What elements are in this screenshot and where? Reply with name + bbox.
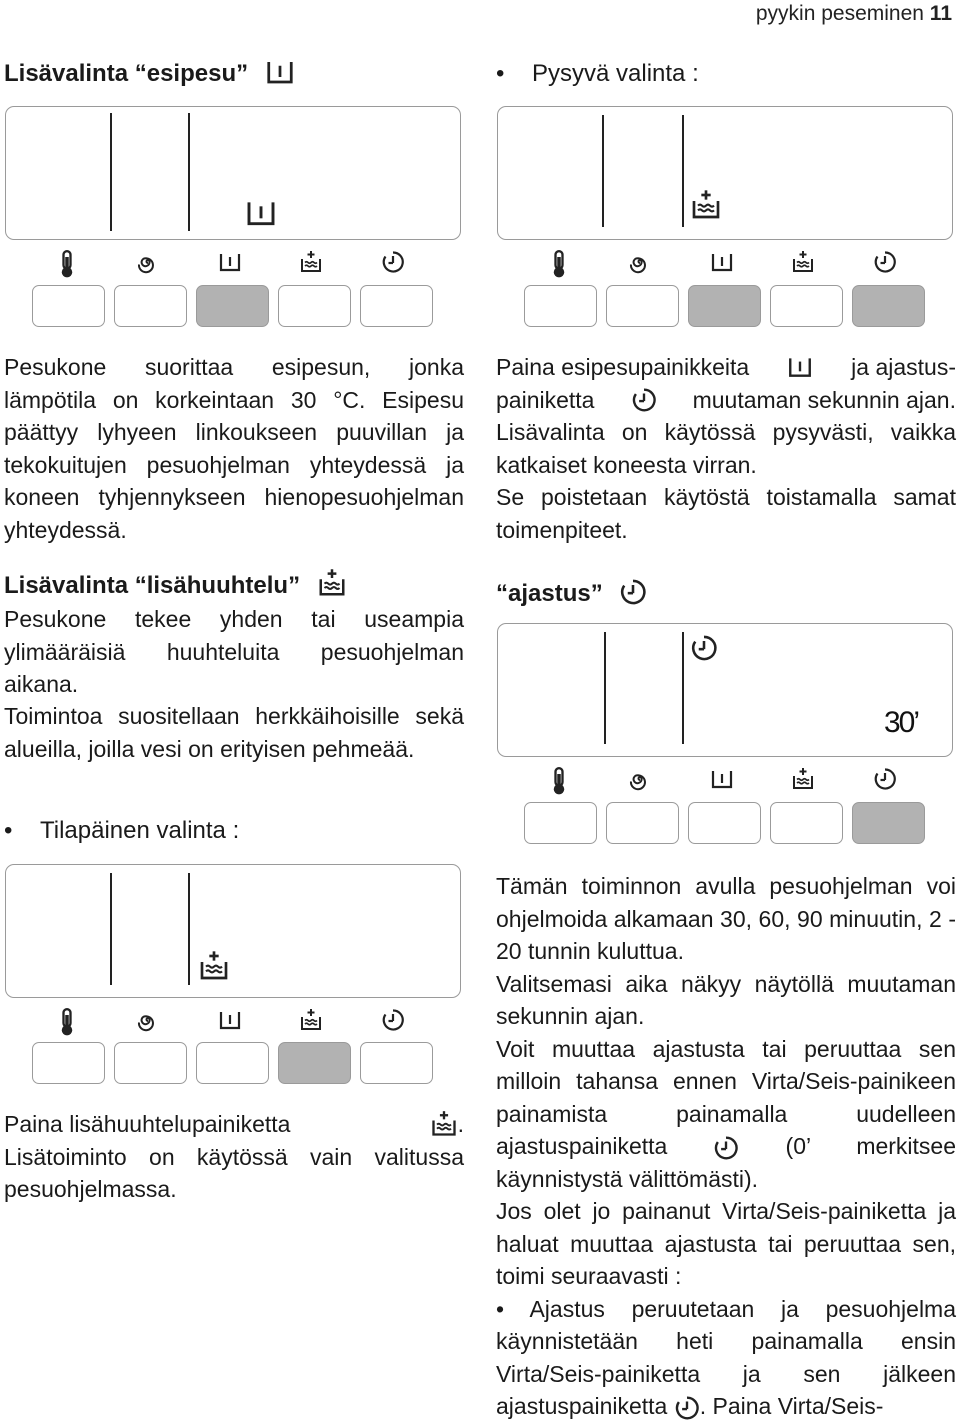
- panel-icon-row: [26, 250, 434, 278]
- extra-rinse-button[interactable]: [278, 1042, 351, 1084]
- prewash-title: Lisävalinta “esipesu”: [4, 60, 249, 87]
- timer-icon: [713, 1135, 739, 1161]
- spin-icon: [108, 250, 190, 278]
- button-row-temporary: [32, 1042, 433, 1084]
- timer-title: “ajastus”: [496, 580, 603, 607]
- thermometer-icon: [26, 250, 108, 278]
- extra-rinse-icon: [430, 1110, 458, 1138]
- timer-icon: [690, 634, 718, 667]
- prewash-icon: [244, 197, 278, 234]
- extra-rinse-icon: [271, 250, 353, 278]
- panel-icon-row: [518, 250, 926, 278]
- extra-rinse-icon: [690, 189, 722, 226]
- temporary-selection-label: • Tilapäinen valinta :: [4, 817, 240, 844]
- extra-rinse-icon: [763, 767, 845, 795]
- timer-button[interactable]: [360, 285, 433, 327]
- display-panel-prewash: [5, 106, 461, 240]
- extra-rinse-button[interactable]: [770, 802, 843, 844]
- button-row-prewash: [32, 285, 433, 327]
- timer-bullet: • Ajastus peruutetaan ja pesuohjelma käynnistetään heti painamalla ensin Virta/Seis-painiketta ja sen jälkeen ajastuspainiketta . Paina Virta/Seis-: [496, 1295, 956, 1419]
- extra-rinse-paragraph: Pesukone tekee yhden tai useampia ylimääräisiä huuhteluita pesuohjelman aikana.: [4, 606, 464, 697]
- spin-button[interactable]: [606, 802, 679, 844]
- display-panel-permanent: [497, 106, 953, 240]
- spin-button[interactable]: [606, 285, 679, 327]
- timer-paragraph-3: Voit muuttaa ajastusta tai peruuttaa sen milloin tahansa ennen Virta/Seis-painikeen painamista painamalla uudelleen ajastuspainiketta (0’ merkitsee käynnistystä välittömästi).: [496, 1035, 957, 1192]
- spin-icon: [600, 250, 682, 278]
- panel-icon-row: [26, 1008, 434, 1036]
- temperature-button[interactable]: [524, 802, 597, 844]
- timer-paragraph-1: Tämän toiminnon avulla pesuohjelman voi ohjelmoida alkamaan 30, 60, 90 minuutin, 2 - 20 tunnin kuluttua.: [496, 873, 956, 964]
- timer-display-value: 30’: [884, 706, 919, 739]
- extra-rinse-paragraph-2: Toimintoa suositellaan herkkäihoisille sekä alueilla, joilla vesi on erityisen pehmeää.: [4, 703, 464, 762]
- timer-icon: [631, 387, 657, 413]
- timer-icon: [674, 1395, 700, 1421]
- prewash-button[interactable]: [688, 802, 761, 844]
- timer-icon: [352, 250, 434, 278]
- extra-rinse-icon: [317, 568, 347, 598]
- prewash-icon: [189, 1008, 271, 1036]
- extra-rinse-button[interactable]: [278, 285, 351, 327]
- extra-rinse-button[interactable]: [770, 285, 843, 327]
- extra-rinse-heading: [4, 572, 347, 600]
- timer-paragraph-2: Valitsemasi aika näkyy näytöllä muutaman sekunnin ajan.: [496, 970, 956, 1029]
- thermometer-icon: [26, 1008, 108, 1036]
- timer-icon: [619, 578, 647, 606]
- spin-icon: [600, 767, 682, 795]
- temperature-button[interactable]: [32, 1042, 105, 1084]
- extra-rinse-icon: [763, 250, 845, 278]
- permanent-selection-label: • Pysyvä valinta :: [496, 60, 699, 87]
- extra-rinse-press-text: Paina lisähuuhtelupainiketta . Lisätoiminto on käytössä vain valitussa pesuohjelmassa.: [4, 1111, 464, 1202]
- page-number: 11: [929, 2, 952, 25]
- timer-icon: [844, 250, 926, 278]
- thermometer-icon: [518, 767, 600, 795]
- extra-rinse-icon: [198, 950, 230, 987]
- temperature-button[interactable]: [524, 285, 597, 327]
- thermometer-icon: [518, 250, 600, 278]
- display-panel-timer: [497, 623, 953, 757]
- extra-rinse-icon: [271, 1008, 353, 1036]
- prewash-button[interactable]: [196, 285, 269, 327]
- display-panel-temporary: [5, 864, 461, 998]
- timer-icon: [844, 767, 926, 795]
- prewash-heading: [4, 60, 295, 88]
- spin-button[interactable]: [114, 285, 187, 327]
- prewash-icon: [265, 57, 295, 87]
- timer-heading: [496, 580, 647, 608]
- timer-button[interactable]: [852, 802, 925, 844]
- timer-button[interactable]: [852, 285, 925, 327]
- button-row-timer: [524, 802, 925, 844]
- extra-rinse-title: Lisävalinta “lisähuuhtelu”: [4, 572, 301, 599]
- page-header: [756, 2, 952, 26]
- button-row-permanent: [524, 285, 925, 327]
- prewash-icon: [681, 767, 763, 795]
- timer-paragraphs: [496, 870, 956, 1423]
- spin-icon: [108, 1008, 190, 1036]
- prewash-paragraph: Pesukone suorittaa esipesun, jonka lämpötila on korkeintaan 30 °C. Esipesu päättyy lyhyeen linkoukseen puuvillan ja tekokuitujen pesuohjelman yhteydessä ja koneen tyhjennykseen hienopesuohjelman yhteydessä.: [4, 354, 464, 543]
- permanent-paragraph: Paina esipesupainikkeita ja ajastus- painiketta muutaman sekunnin ajan. Lisävalinta on käytössä pysyvästi, vaikka katkaiset koneesta virran. Se poistetaan käytöstä toistamalla samat toimenpiteet.: [496, 354, 956, 543]
- prewash-button[interactable]: [196, 1042, 269, 1084]
- timer-button[interactable]: [360, 1042, 433, 1084]
- panel-icon-row: [518, 767, 926, 795]
- prewash-button[interactable]: [688, 285, 761, 327]
- prewash-icon: [681, 250, 763, 278]
- prewash-icon: [189, 250, 271, 278]
- spin-button[interactable]: [114, 1042, 187, 1084]
- timer-icon: [352, 1008, 434, 1036]
- header-text: pyykin peseminen: [755, 2, 924, 25]
- prewash-icon: [787, 354, 813, 380]
- temperature-button[interactable]: [32, 285, 105, 327]
- timer-paragraph-4: Jos olet jo painanut Virta/Seis-painiketta ja haluat muuttaa ajastusta tai peruuttaa sen, toimi seuraavasti :: [496, 1198, 956, 1289]
